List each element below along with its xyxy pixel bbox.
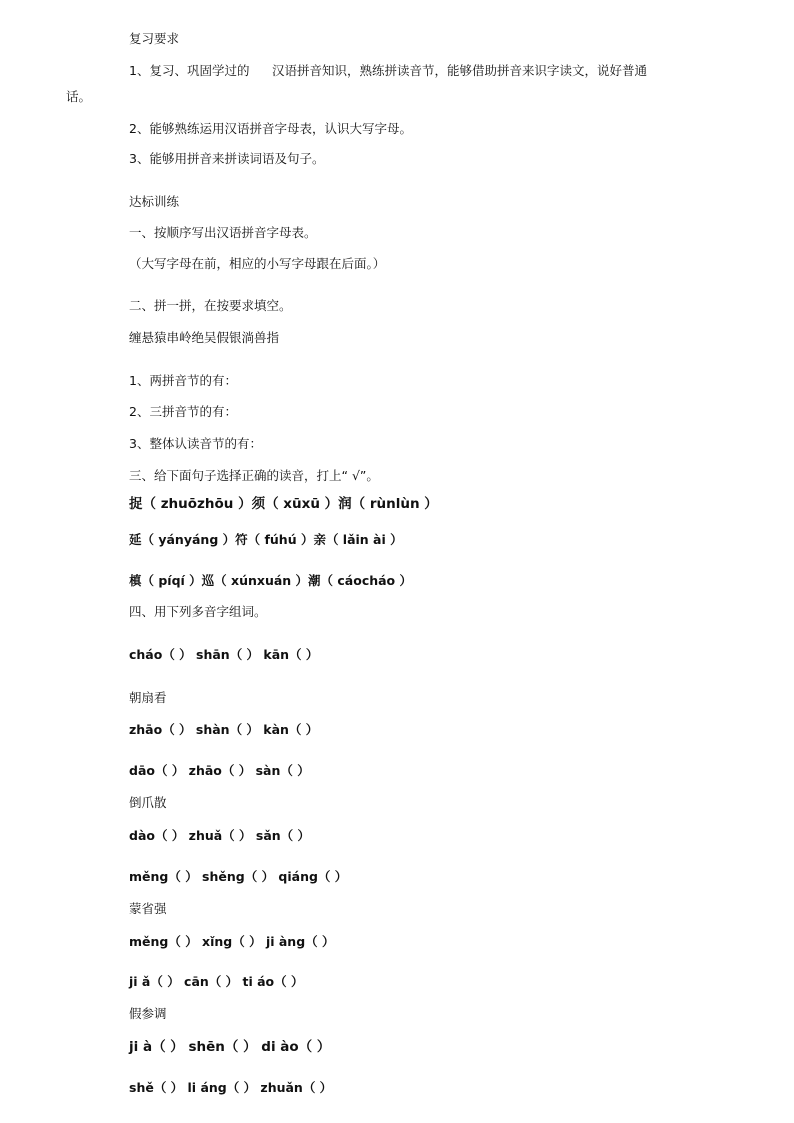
group-3-pinyin-line-1: měng（ ） shěng（ ） qiáng（ ） (129, 869, 348, 884)
question-4-title: 四、用下列多音字组词。 (129, 604, 267, 619)
group-2-pinyin-line-1: dāo（ ） zhāo（ ） sàn（ ） (129, 763, 310, 778)
question-2-item-1: 1、两拼音节的有： (129, 373, 237, 388)
final-pinyin-line: shě（ ） li áng（ ） zhuǎn（ ） (129, 1080, 333, 1095)
question-2-item-2: 2、三拼音节的有： (129, 404, 237, 419)
question-2-item-3: 3、整体认读音节的有： (129, 436, 262, 451)
section-title-review: 复习要求 (129, 31, 180, 46)
group-2-pinyin-line-2: dào（ ） zhuǎ（ ） sǎn（ ） (129, 828, 311, 843)
group-2-characters: 倒爪散 (129, 795, 167, 810)
group-4-characters: 假参调 (129, 1006, 167, 1021)
group-4-pinyin-line-1: ji ǎ（ ） cān（ ） ti áo（ ） (129, 974, 304, 989)
group-3-pinyin-line-2: měng（ ） xǐng（ ） ji àng（ ） (129, 934, 335, 949)
requirement-1-part-2: 汉语拼音知识，熟练拼读音节，能够借助拼音来识字读文，说好普通 (272, 63, 648, 78)
group-3-characters: 蒙省强 (129, 901, 167, 916)
question-1-note: （大写字母在前，相应的小写字母跟在后面。） (129, 256, 386, 271)
question-3-line-1: 捉（ zhuōzhōu ）须（ xūxū ）润（ rùnlùn ） (129, 496, 438, 512)
question-3-title: 三、给下面句子选择正确的读音，打上“ √”。 (129, 468, 379, 483)
group-1-pinyin-line-1: cháo（ ） shān（ ） kān（ ） (129, 647, 319, 662)
requirement-2: 2、能够熟练运用汉语拼音字母表，认识大写字母。 (129, 121, 412, 136)
requirement-3: 3、能够用拼音来拼读词语及句子。 (129, 151, 325, 166)
section-title-training: 达标训练 (129, 194, 180, 209)
group-4-pinyin-line-2: ji à（ ） shēn（ ） di ào（ ） (129, 1039, 331, 1055)
question-3-line-2: 延（ yányáng ）符（ fúhú ）亲（ lǎin ài ） (129, 532, 403, 547)
requirement-1-part-3: 话。 (66, 89, 92, 104)
group-1-pinyin-line-2: zhāo（ ） shàn（ ） kàn（ ） (129, 722, 319, 737)
requirement-1-part-1: 1、复习、巩固学过的 (129, 63, 250, 78)
question-2-characters: 缠悬猿串岭绝吴假银淌兽指 (129, 330, 280, 345)
question-1-title: 一、按顺序写出汉语拼音字母表。 (129, 225, 317, 240)
question-2-title: 二、拼一拼，在按要求填空。 (129, 298, 292, 313)
question-3-line-3: 槙（ píqí ）巡（ xúnxuán ）潮（ cáocháo ） (129, 573, 412, 588)
group-1-characters: 朝扇看 (129, 690, 167, 705)
